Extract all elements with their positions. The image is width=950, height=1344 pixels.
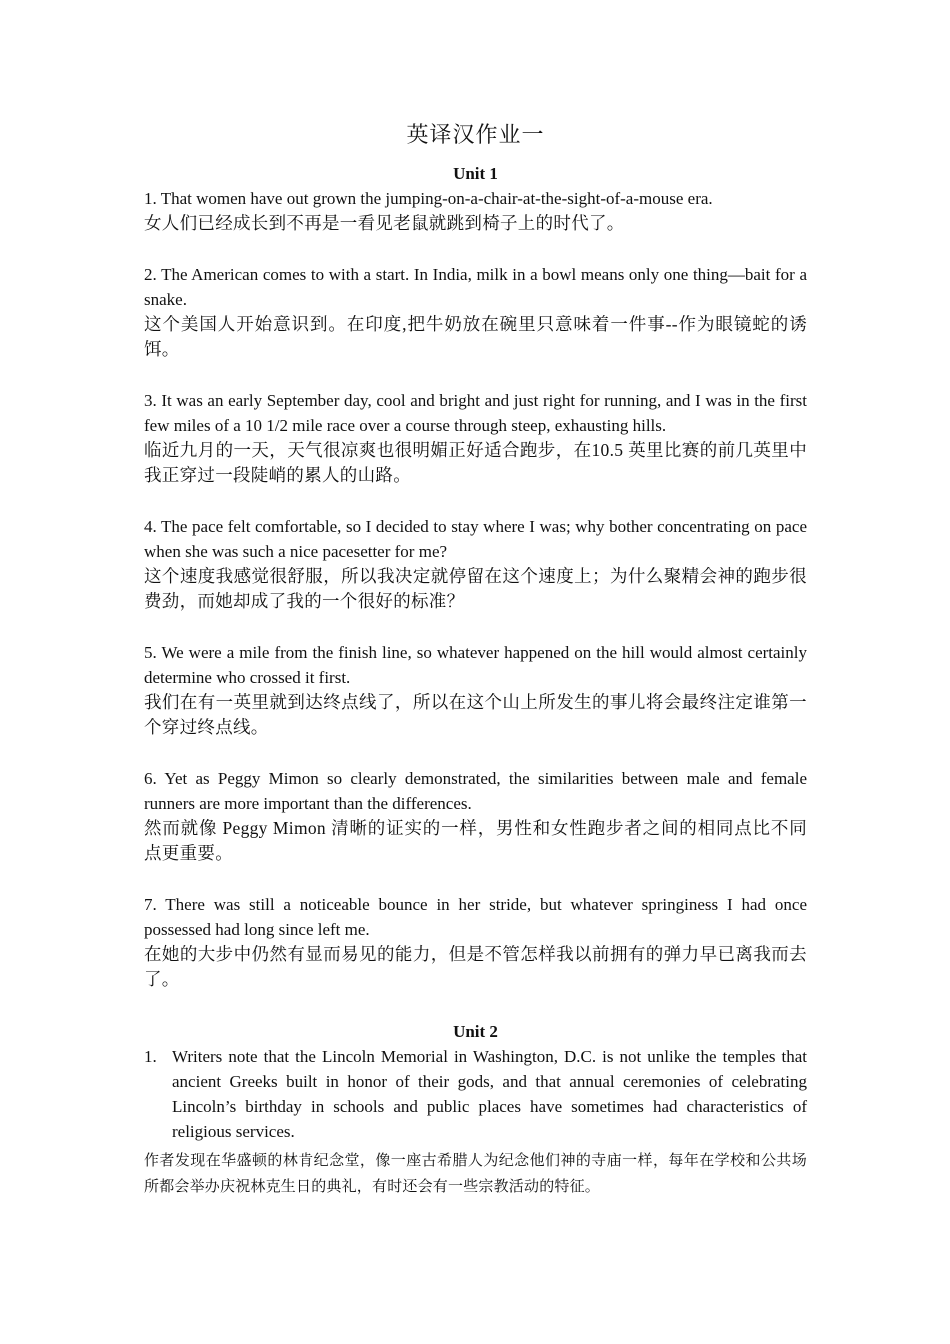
english-sentence: 7. There was still a noticeable bounce in her stride, but whatever springiness I had once possessed had long since left me. <box>144 895 807 939</box>
english-sentence: 1. That women have out grown the jumping-on-a-chair-at-the-sight-of-a-mouse era. <box>144 189 713 208</box>
chinese-translation: 我们在有一英里就到达终点线了，所以在这个山上所发生的事儿将会最终注定谁第一个穿过终点线。 <box>144 692 807 737</box>
unit-1-item-4 <box>144 514 807 614</box>
chinese-translation: 女人们已经成长到不再是一看见老鼠就跳到椅子上的时代了。 <box>144 213 625 233</box>
unit-1-item-5 <box>144 640 807 740</box>
unit-1-item-7 <box>144 892 807 992</box>
english-sentence: Writers note that the Lincoln Memorial in Washington, D.C. is not unlike the temples that ancient Greeks built in honor of their gods, and that annual ceremonies of celebrating Lincoln’s birthday in schools and public places have sometimes had characteristics of religious services. <box>172 1047 807 1141</box>
document-page <box>144 118 807 1200</box>
english-sentence: 5. We were a mile from the finish line, so whatever happened on the hill would almost certainly determine who crossed it first. <box>144 643 807 687</box>
english-sentence: 4. The pace felt comfortable, so I decided to stay where I was; why bother concentrating on pace when she was such a nice pacesetter for me? <box>144 517 807 561</box>
chinese-translation: 这个美国人开始意识到。在印度,把牛奶放在碗里只意味着一件事--作为眼镜蛇的诱饵。 <box>144 314 807 359</box>
unit-1-section <box>144 162 807 992</box>
numbered-sentence <box>144 1044 807 1144</box>
english-sentence: 2. The American comes to with a start. In India, milk in a bowl means only one thing—bait for a snake. <box>144 265 807 309</box>
unit-1-item-6 <box>144 766 807 866</box>
unit-1-item-2 <box>144 262 807 362</box>
english-sentence: 3. It was an early September day, cool and bright and just right for running, and I was in the first few miles of a 10 1/2 mile race over a course through steep, exhausting hills. <box>144 391 807 435</box>
chinese-translation: 作者发现在华盛顿的林肯纪念堂，像一座古希腊人为纪念他们神的寺庙一样，每年在学校和公共场所都会举办庆祝林克生日的典礼，有时还会有一些宗教活动的特征。 <box>144 1153 807 1195</box>
chinese-translation: 临近九月的一天，天气很凉爽也很明媚正好适合跑步，在10.5 英里比赛的前几英里中我正穿过一段陡峭的累人的山路。 <box>144 440 807 485</box>
unit-2-item-1 <box>144 1044 807 1200</box>
unit-1-item-3 <box>144 388 807 488</box>
item-number: 1. <box>144 1047 157 1066</box>
chinese-translation: 这个速度我感觉很舒服，所以我决定就停留在这个速度上；为什么聚精会神的跑步很费劲，而她却成了我的一个很好的标准？ <box>144 566 807 611</box>
chinese-translation: 在她的大步中仍然有显而易见的能力，但是不管怎样我以前拥有的弹力早已离我而去了。 <box>144 944 807 989</box>
chinese-translation: 然而就像 Peggy Mimon 清晰的证实的一样，男性和女性跑步者之间的相同点比不同点更重要。 <box>144 818 807 863</box>
unit-1-heading: Unit 1 <box>453 164 498 183</box>
unit-2-section <box>144 1020 807 1200</box>
unit-1-item-1 <box>144 186 807 236</box>
english-sentence: 6. Yet as Peggy Mimon so clearly demonstrated, the similarities between male and female runners are more important than the differences. <box>144 769 807 813</box>
document-title: 英译汉作业一 <box>406 122 545 147</box>
unit-2-heading: Unit 2 <box>453 1022 498 1041</box>
